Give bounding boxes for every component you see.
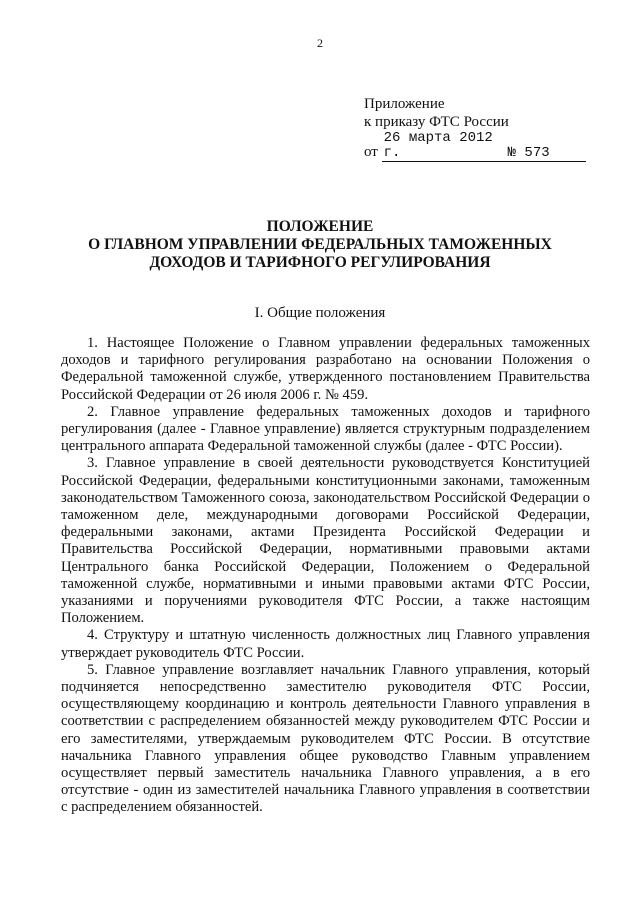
paragraph-4: 4. Структуру и штатную численность должностных лиц Главного управления утверждает руководитель ФТС России. [61,627,590,661]
annex-number: № 573 [506,146,586,162]
annex-from: от [364,144,378,160]
paragraph-2: 2. Главное управление федеральных таможенных доходов и тарифного регулирования (далее - Главное управление) является структурным подразделением центрального аппарата Федеральной таможенной службы (далее - ФТС России). [61,403,590,455]
page-number: 2 [317,36,323,50]
title-line-3: ДОХОДОВ И ТАРИФНОГО РЕГУЛИРОВАНИЯ [149,254,491,271]
annex-order-ref: к приказу ФТС России [364,114,509,130]
annex-date-line [364,131,586,162]
title-line-1: ПОЛОЖЕНИЕ [266,218,374,235]
annex-block [364,95,586,162]
paragraph-3: 3. Главное управление в своей деятельности руководствуется Конституцией Российской Федерации, федеральными конституционными законами, таможенным законодательством Таможенного союза, законодательством Российской Федерации о таможенном деле, международными договорами Российской Федерации, федеральными законами, актами Президента Российской Федерации и Правительства Российской Федерации, нормативными правовыми актами Центрального банка Российской Федерации, Положением о Федеральной таможенной службе, нормативными и иными правовыми актами ФТС России, указаниями и поручениями руководителя ФТС России, а также настоящим Положением. [61,455,590,627]
document-body [61,335,590,817]
paragraph-1: 1. Настоящее Положение о Главном управлении федеральных таможенных доходов и тарифного регулирования разработано на основании Положения о Федеральной таможенной службе, утвержденного постановлением Правительства Российской Федерации от 26 июля 2006 г. № 459. [61,335,590,403]
annex-date: 26 марта 2012 г. [382,131,506,162]
section-heading: I. Общие положения [254,305,386,321]
title-line-2: О ГЛАВНОМ УПРАВЛЕНИИ ФЕДЕРАЛЬНЫХ ТАМОЖЕННЫХ [88,236,552,253]
document-title [40,218,600,272]
annex-label: Приложение [364,96,445,112]
paragraph-5: 5. Главное управление возглавляет начальник Главного управления, который подчиняется непосредственно заместителю руководителя ФТС России, осуществляющему координацию и контроль деятельности Главного управления в соответствии с распределением обязанностей между руководителем ФТС России и его заместителями, утверждаемым руководителем ФТС России. В отсутствие начальника Главного управления общее руководство Главным управлением осуществляет первый заместитель начальника Главного управления, а в его отсутствие - один из заместителей начальника Главного управления в соответствии с распределением обязанностей. [61,661,590,816]
